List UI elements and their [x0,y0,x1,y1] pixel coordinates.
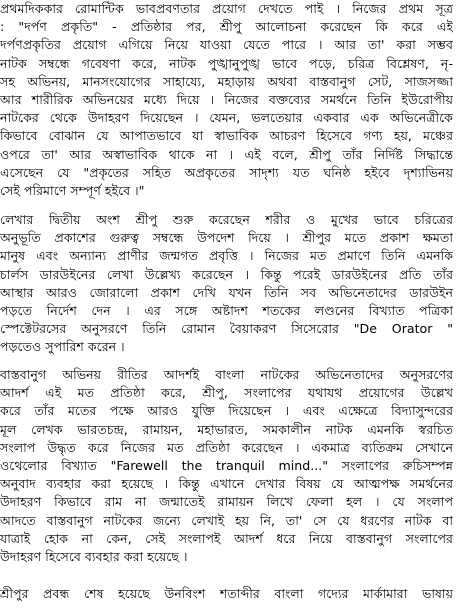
text-line: নাটকের থেকে উদাহরণ দিয়েছেন । যেমন, ভলতেয়ার একবার এক অভিনেত্রীকে [0,110,453,126]
text-line: শ্রীপুর প্রবন্ধ শেষ হয়েছে উনবিংশ শতাব্দীর বাংলা গদ্যের মার্কামারা ভাষায় [0,586,453,601]
text-line: লেখার দ্বিতীয় অংশ শ্রীপু শুরু করেছেন শরীর ও মুখের ভাবে চরিত্রের [0,212,453,227]
text-line: : "দর্পণ প্রকৃতি" - প্রতিষ্ঠার পর, শ্রীপু আলোচনা করেছেন কি করে এই [0,19,453,35]
text-line: অনুভূতি প্রকাশের গুরুত্ব সম্বন্ধে উপদেশ দিয়ে । শ্রীপুর মতে প্রকাশ ক্ষমতা [0,230,453,246]
paragraph-2 [0,211,453,357]
paragraph-1 [0,0,453,200]
text-line: স্পেক্টেটরসের অনুসরণে তিনি রোমান বৈয়াকরণ সিসেরোর "De Orator " [0,321,453,337]
text-line: আস্থার আরও জোরালো প্রকাশ দেখি যখন তিনি সব অভিনেতাদের ডারউইন [0,284,453,300]
text-line: প্রথমদিককার রোমান্টিক ভাবপ্রবণতার প্রয়োগ দেখতে পাই । নিজের প্রথম সূত্র [0,1,453,16]
paragraph-4 [0,585,453,603]
text-line: কিভাবে বোঝান যে আপাতভাবে যা স্বাভাবিক আচরণ হিসেবে গণ্য হয়, মঞ্চের [0,128,453,144]
text-line: আদতে বাস্তবানুগ নাটকের জন্যে লেখাই হয় নি, তা' সে যে ধরণের নাটক বা [0,512,453,528]
text-line: চার্লস ডারউইনের লেখা উল্লেখ্য করেছেন । কিন্তু পরেই ডারউইনের প্রতি তাঁর [0,266,453,282]
text-line: এসেছেন যে "প্রকৃতের সহিত অপ্রকৃতের সাদৃশ্য যত ঘনিষ্ঠ হইবে দৃশ্যাভিনয় [0,164,453,180]
text-line: অনুবাদ ব্যবহার করা হয়েছে । কিন্তু এখানে দেখার বিষয় যে আত্মপক্ষ সমর্থনের [0,476,453,492]
text-line: নাটক সম্বন্ধে গবেষণা করে, নাটক পুঙ্খানুপুঙ্খ ভাবে পড়ে, চরিত্র বিশ্লেষণ, নৃ- [0,55,453,71]
text-line: সংলাপ উদ্ধৃত করে নিজের মত প্রতিষ্ঠা করেছেন । একমাত্র ব্যতিক্রম সেখানে [0,439,453,455]
text-line: যাত্রাই হোক না কেন, সেই সংলাপই আদর্শ ধরে নিয়ে বাস্তবানুগ সংলাপের [0,530,453,546]
text-line: ওথেলোর বিখ্যাত "Farewell the tranquil mind..." সংলাপের রুচিসম্পন্ন [0,457,453,473]
text-line: মূল লেখক ভারতচন্দ্র, রামায়ন, মহাভারত, সমকালীন নাটক এমনকি স্বরচিত [0,421,453,437]
paragraph-3 [0,366,453,566]
text-line: পড়তে নির্দেশ দেন । এর সঙ্গে অষ্টাদশ শতকের লণ্ডনের বিখ্যাত পত্রিকা [0,302,453,318]
text-line: বাস্তবানুগ অভিনয় রীতির আদর্শই বাংলা নাটকের অভিনেতাদের অনুসরণের [0,367,453,382]
text-line: আর শারীরিক অভিনয়ের মধ্যে দিয়ে । নিজের বক্তব্যের সমর্থনে তিনি ইউরোপীয় [0,91,453,107]
text-line: মানুষ এবং অন্যান্য প্রাণীর জন্মগত প্রবৃত্তি । নিজের মত প্রমাণে তিনি এমনকি [0,248,453,264]
text-line: করে তাঁর মতের পক্ষে আরও যুক্তি দিয়েছেন । এবং এক্ষেত্রে বিদ্যাসুন্দরের [0,403,453,419]
text-line: আদর্শ এই মত প্রতিষ্ঠা করে, শ্রীপু, সংলাপের যথাযথ প্রয়োগের উল্লেখ [0,385,453,401]
text-line: সেই পরিমাণে সম্পূর্ণ হইবে ।" [0,182,145,198]
text-line: উদাহরণ হিসেবে ব্যবহার করা হয়েছে । [0,548,188,564]
text-line: পড়তেও সুপারিশ করেন । [0,339,125,355]
text-line: উদাহরণ কিভাবে রাম না জন্মাতেই রামায়ন লিখে ফেলা হল । যে সংলাপ [0,494,453,510]
text-line: দর্পণপ্রকৃতির প্রয়োগ এগিয়ে নিয়ে যাওয়া যেতে পারে । আর তা' করা সম্ভব [0,37,453,53]
text-line: সহ অভিনয়, মানসংযোগের সাহায্যে, মহাড়ায় অথবা বাস্তবানুগ সেট, সাজসজ্জা [0,73,453,89]
text-line: ওপরে তা' আর অস্বাভাবিক থাকে না । এই বলে, শ্রীপু তাঁর নির্দিষ্ট সিদ্ধান্তে [0,146,453,162]
